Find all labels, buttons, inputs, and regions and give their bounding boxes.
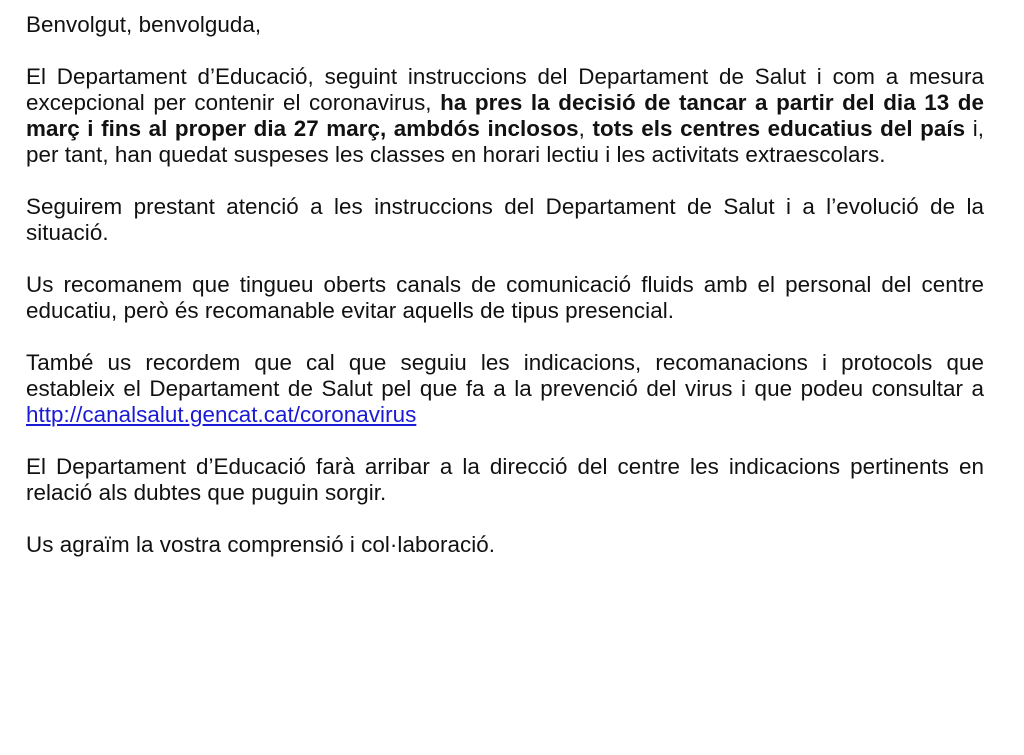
- canalsalut-link[interactable]: http://canalsalut.gencat.cat/coronavirus: [26, 402, 417, 427]
- paragraph-closure-notice: [26, 64, 984, 168]
- closure-separator: ,: [578, 116, 593, 141]
- greeting: Benvolgut, benvolguda,: [26, 12, 262, 37]
- health-protocols-text: També us recordem que cal que seguiu les indicacions, recomanacions i protocols que estableix el Departament de Salut pel que fa a la prevenció del virus i que podeu consultar a: [26, 350, 984, 401]
- paragraph-health-protocols: [26, 350, 984, 428]
- paragraph-communication: Us recomanem que tingueu oberts canals de comunicació fluids amb el personal del centre educatiu, però és recomanable evitar aquells de tipus presencial.: [26, 272, 984, 323]
- closing-thanks: Us agraïm la vostra comprensió i col·laboració.: [26, 532, 495, 557]
- paragraph-indications: El Departament d’Educació farà arribar a la direcció del centre les indicacions pertinents en relació als dubtes que puguin sorgir.: [26, 454, 984, 505]
- closure-scope-bold: tots els centres educatius del país: [592, 116, 966, 141]
- closure-consequence-text: i, per tant, han quedat suspeses les classes en horari lectiu i les activitats extraescolars.: [26, 116, 984, 167]
- closure-dates-bold: ha pres la decisió de tancar a partir del dia 13 de març i fins al proper dia 27 març, ambdós inclosos: [26, 90, 984, 141]
- closure-intro-text: El Departament d’Educació, seguint instruccions del Departament de Salut i com a mesura excepcional per contenir el coronavirus,: [26, 64, 984, 115]
- letter-body: [26, 12, 984, 584]
- paragraph-monitoring: Seguirem prestant atenció a les instruccions del Departament de Salut i a l’evolució de la situació.: [26, 194, 984, 245]
